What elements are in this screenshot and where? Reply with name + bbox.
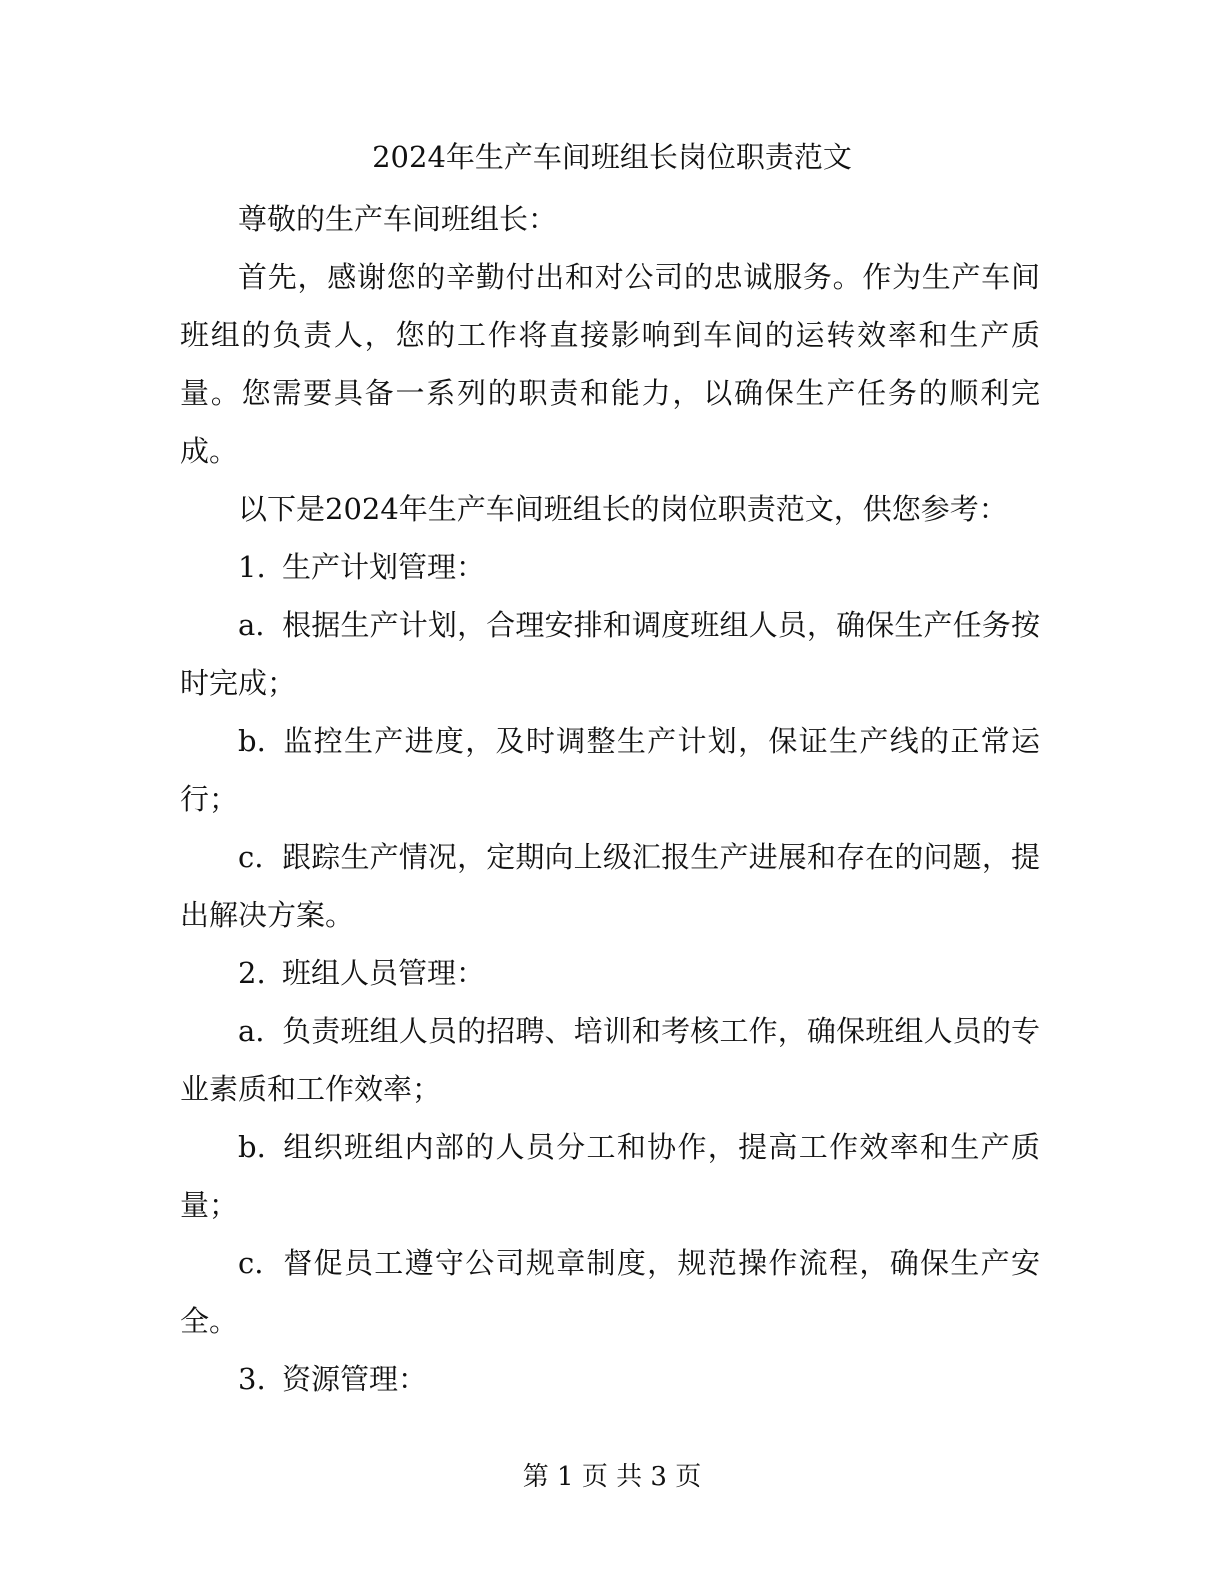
section-2-item-b: [180, 1118, 1040, 1234]
item-text: 负责班组人员的招聘、培训和考核工作，确保班组人员的专业素质和工作效率；: [180, 1014, 1040, 1106]
greeting: 尊敬的生产车间班组长：: [238, 202, 558, 236]
item-text: 根据生产计划，合理安排和调度班组人员，确保生产任务按时完成；: [180, 608, 1040, 700]
section-heading-text-1: 生产计划管理：: [282, 550, 486, 584]
page-footer: 第 1 页 共 3 页: [522, 1462, 702, 1492]
section-number-1: 1.: [238, 550, 266, 584]
item-text: 监控生产进度，及时调整生产计划，保证生产线的正常运行；: [180, 724, 1040, 816]
section-heading-text-2: 班组人员管理：: [282, 956, 486, 990]
item-marker: a.: [238, 1014, 265, 1048]
section-2-item-a: [180, 1002, 1040, 1118]
item-marker: a.: [238, 608, 265, 642]
document-title: 2024年生产车间班组长岗位职责范文: [372, 140, 852, 174]
item-marker: b.: [238, 1130, 266, 1164]
lead-paragraph: 以下是2024年生产车间班组长的岗位职责范文，供您参考：: [238, 492, 1008, 526]
item-text: 督促员工遵守公司规章制度，规范操作流程，确保生产安全。: [180, 1246, 1040, 1338]
section-1-item-b: [180, 712, 1040, 828]
item-marker: c.: [238, 1246, 264, 1280]
item-text: 组织班组内部的人员分工和协作，提高工作效率和生产质量；: [180, 1130, 1040, 1222]
section-1-item-c: [180, 828, 1040, 944]
section-heading-2: [180, 944, 1040, 1002]
section-heading-3: [180, 1350, 1040, 1408]
section-heading-1: [180, 538, 1040, 596]
section-number-2: 2.: [238, 956, 266, 990]
document-body: [180, 190, 1040, 1408]
section-1-item-a: [180, 596, 1040, 712]
section-heading-text-3: 资源管理：: [282, 1362, 428, 1396]
section-number-3: 3.: [238, 1362, 266, 1396]
item-marker: c.: [238, 840, 264, 874]
item-text: 跟踪生产情况，定期向上级汇报生产进展和存在的问题，提出解决方案。: [180, 840, 1040, 932]
section-2-item-c: [180, 1234, 1040, 1350]
item-marker: b.: [238, 724, 266, 758]
intro-paragraph: 首先，感谢您的辛勤付出和对公司的忠诚服务。作为生产车间班组的负责人，您的工作将直接影响到车间的运转效率和生产质量。您需要具备一系列的职责和能力，以确保生产任务的顺利完成。: [180, 260, 1040, 468]
